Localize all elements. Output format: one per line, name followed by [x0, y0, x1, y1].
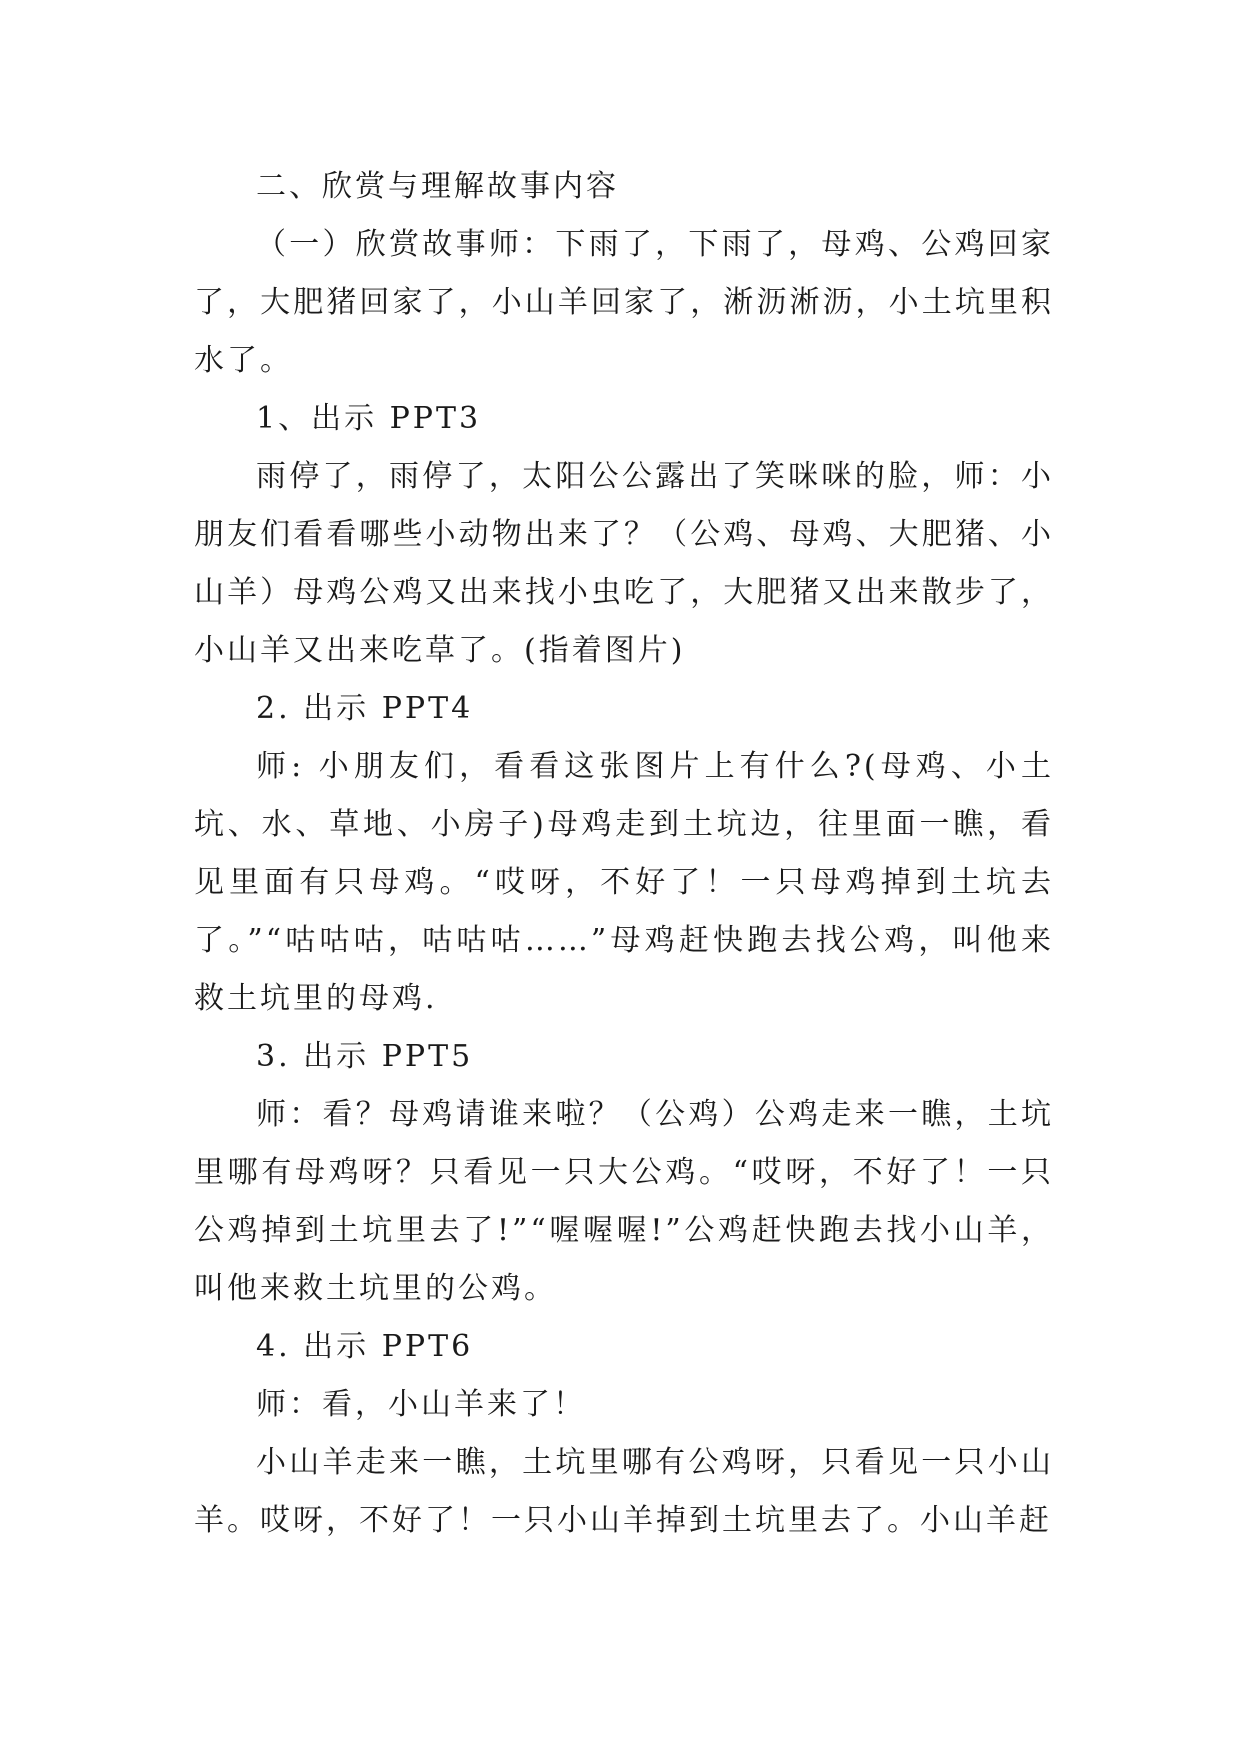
paragraph: 师: 小朋友们，看看这张图片上有什么?(母鸡、小土坑、水、草地、小房子)母鸡走到土坑边，往里面一瞧，看见里面有只母鸡。“哎呀，不好了！一只母鸡掉到土坑去了。”“咕咕咕，咕咕咕……”母鸡赶快跑去找公鸡，叫他来救土坑里的母鸡.	[194, 749, 1054, 1016]
step-heading: 2. 出示 PPT4	[256, 691, 474, 726]
paragraph: 小山羊走来一瞧，土坑里哪有公鸡呀，只看见一只小山羊。哎呀，不好了！一只小山羊掉到土坑里去了。小山羊赶	[194, 1445, 1054, 1538]
paragraph: 师：看？母鸡请谁来啦？（公鸡）公鸡走来一瞧，土坑里哪有母鸡呀？只看见一只大公鸡。“哎呀，不好了！一只公鸡掉到土坑里去了!”“喔喔喔!”公鸡赶快跑去找小山羊，叫他来救土坑里的公鸡。	[194, 1097, 1054, 1306]
step-heading: 1、出示 PPT3	[256, 401, 482, 436]
document-body	[194, 158, 1054, 1550]
paragraph: 雨停了，雨停了，太阳公公露出了笑咪咪的脸，师：小朋友们看看哪些小动物出来了？（公鸡、母鸡、大肥猪、小山羊）母鸡公鸡又出来找小虫吃了，大肥猪又出来散步了，小山羊又出来吃草了。(指着图片)	[194, 459, 1054, 668]
paragraph: （一）欣赏故事师：下雨了，下雨了，母鸡、公鸡回家了，大肥猪回家了，小山羊回家了，淅沥淅沥，小土坑里积水了。	[194, 227, 1054, 378]
section-heading: 二、欣赏与理解故事内容	[256, 169, 619, 204]
step-heading: 4. 出示 PPT6	[256, 1329, 474, 1364]
paragraph: 师：看，小山羊来了！	[256, 1387, 586, 1422]
step-heading: 3. 出示 PPT5	[256, 1039, 474, 1074]
